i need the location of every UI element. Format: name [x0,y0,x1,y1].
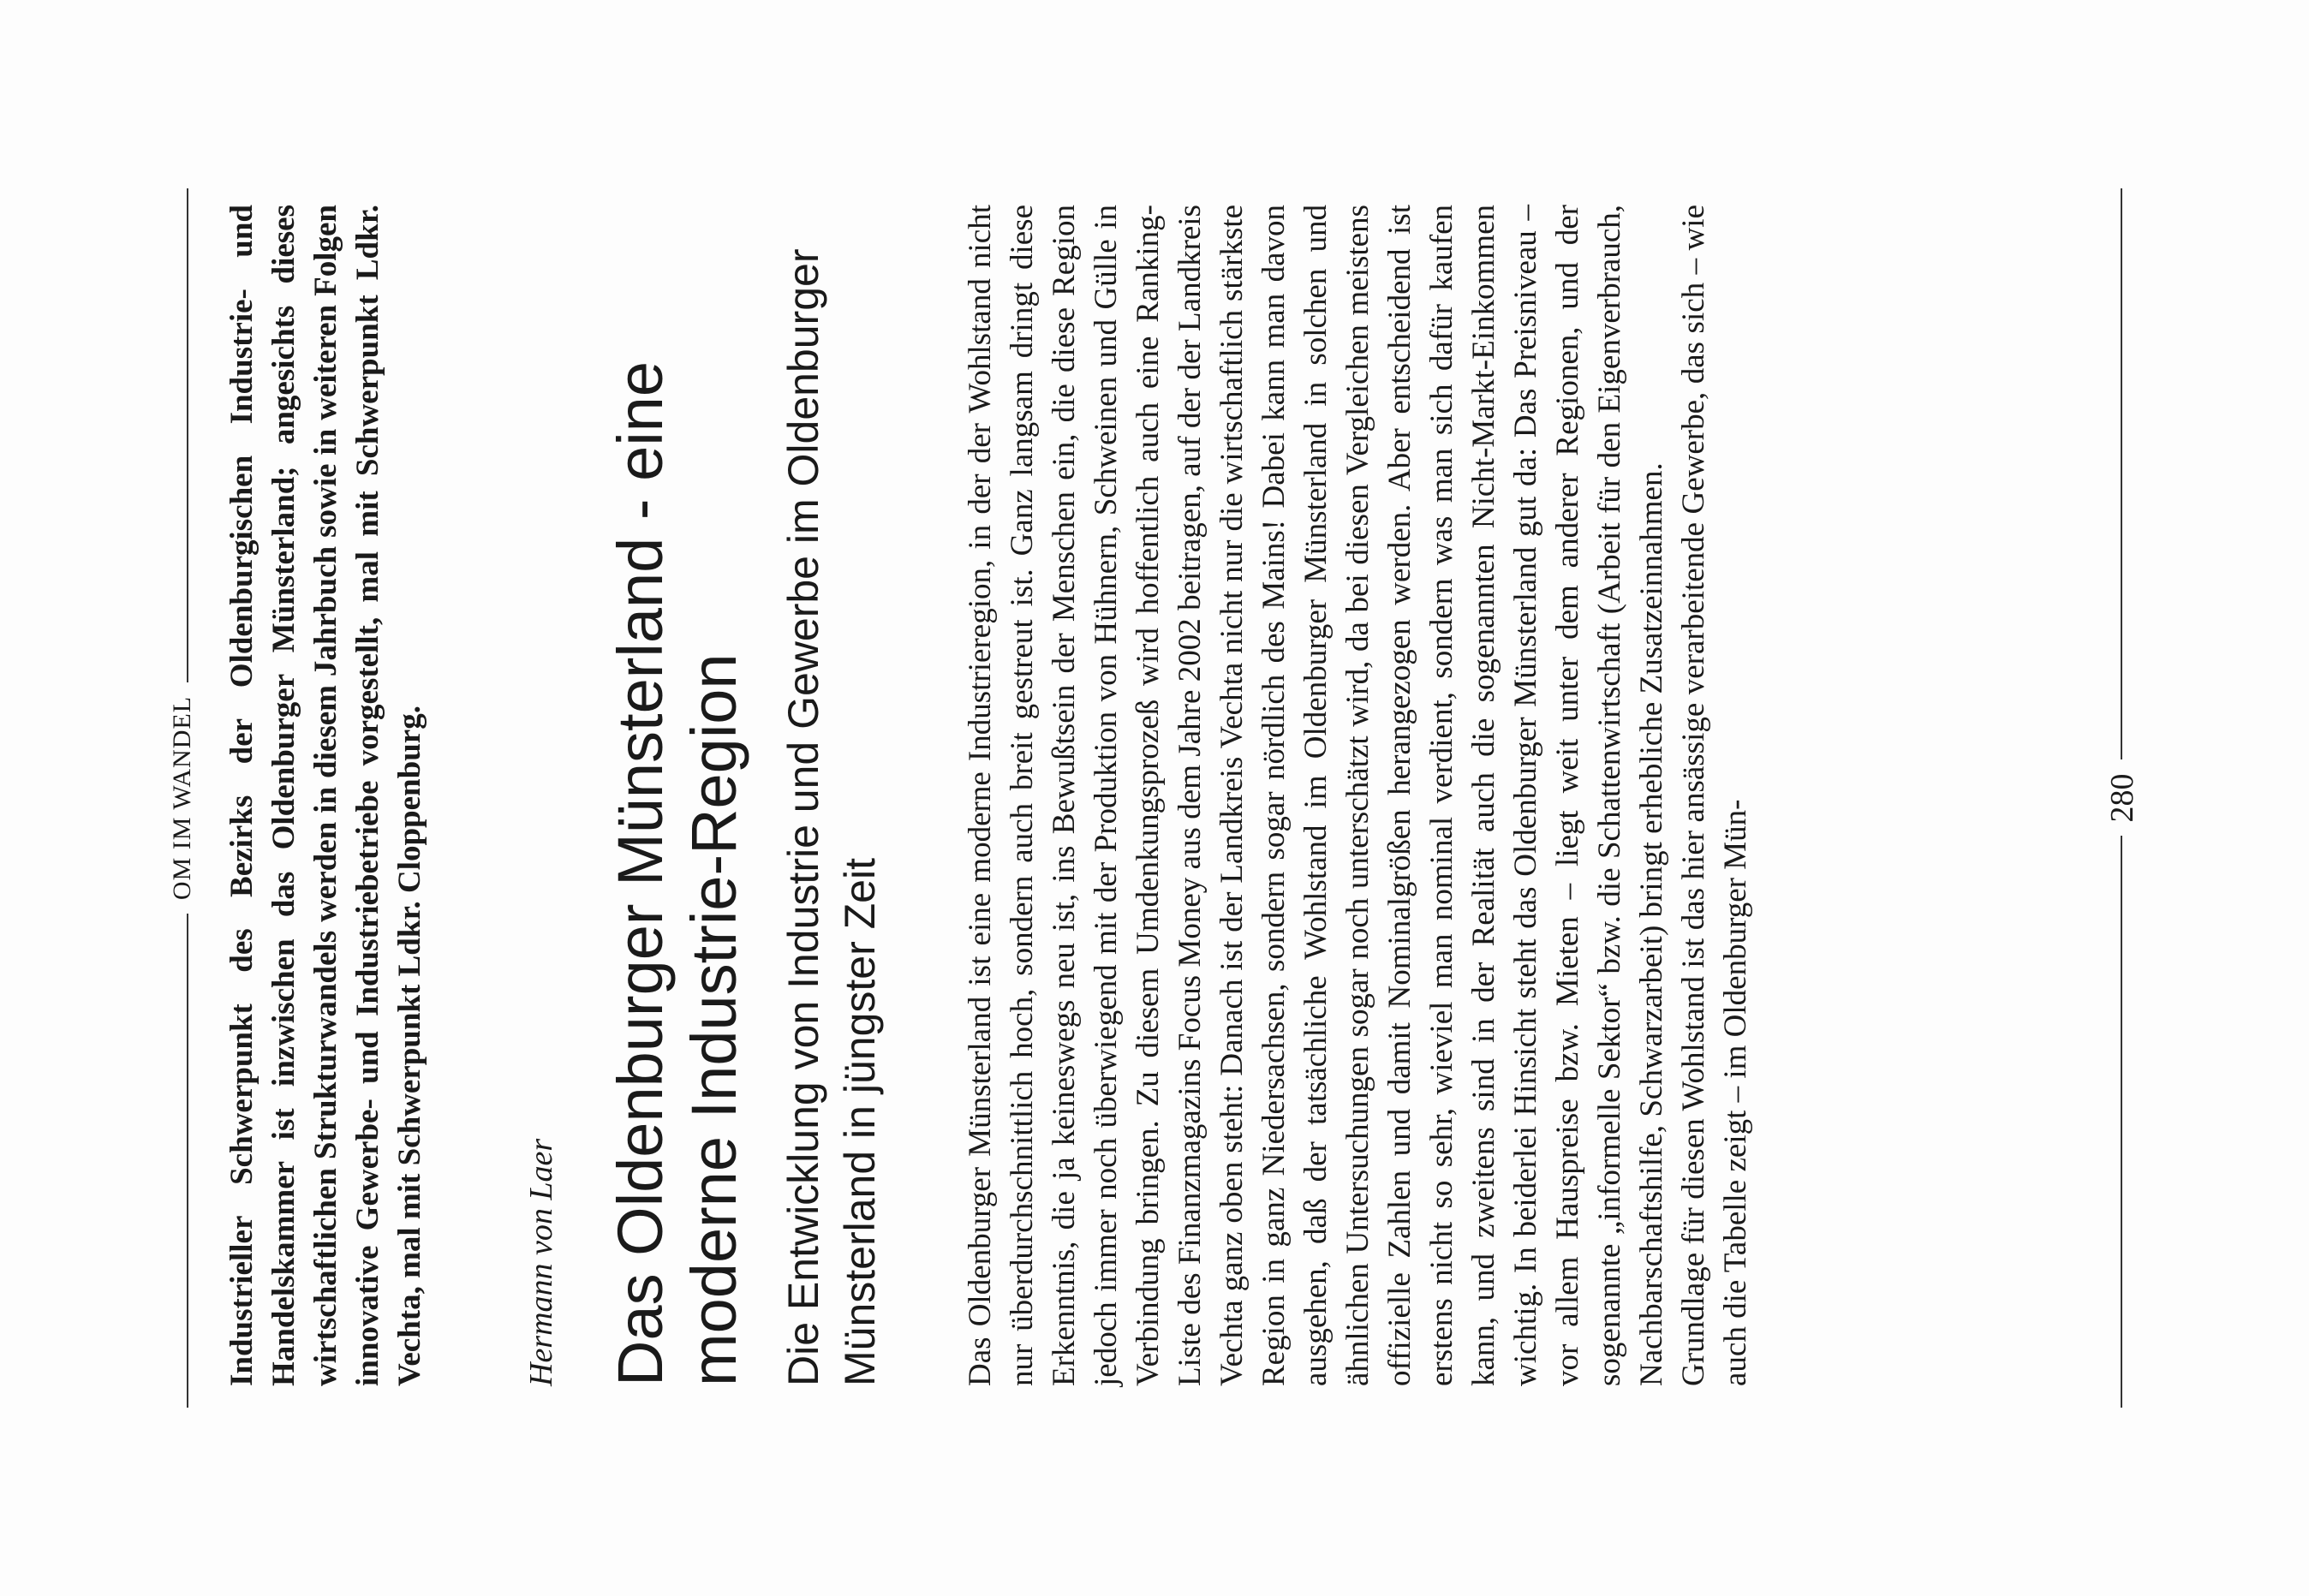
article-subtitle: Die Entwicklung von Industrie und Gewerbe im Oldenburger Münsterland in jüngster Zeit [779,248,884,1386]
author-name: Hermann von Laer [523,1138,559,1386]
body-paragraph-2: Grundlage für diesen Wohlstand ist das hier ansässige verarbeitende Gewerbe, das sich – wie auch die Tabelle zeigt – im Oldenburger Mün- [1676,205,1753,1386]
article-title: Das Oldenburger Münsterland - eine moderne Industrie-Region [605,361,749,1386]
running-head [168,0,197,1596]
page-number [2103,0,2141,1596]
body-paragraph-1: Das Oldenburger Münsterland ist eine moderne Industrieregion, in der der Wohlstand nicht nur überdurchschnittlich hoch, sondern auch breit gestreut ist. Ganz langsam dringt diese Erkenntnis, die ja keineswegs neu ist, ins Bewußtsein der Menschen ein, die diese Region jedoch immer noch überwiegend mit der Produktion von Hühnern, Schweinen und Gülle in Verbindung bringen. Zu diesem Umdenkungsprozeß wird hoffentlich auch eine Ranking-Liste des Finanzmagazins Focus Money aus dem Jahre 2002 beitragen, auf der der Landkreis Vechta ganz oben steht: Danach ist der Landkreis Vechta nicht nur die wirtschaftlich stärkste Region in ganz Niedersachsen, sondern sogar nördlich des Mains! Dabei kann man davon ausgehen, daß der tatsächliche Wohlstand im Oldenburger Münsterland in solchen und ähnlichen Untersuchungen sogar noch unterschätzt wird, da bei diesen Vergleichen meistens offizielle Zahlen und damit Nominalgrößen herangezogen werden. Aber entscheidend ist erstens nicht so sehr, wieviel man nominal verdient, sondern was man sich dafür kaufen kann, und zweitens sind in der Realität auch die sogenannten Nicht-Markt-Einkommen wichtig. In beiderlei Hinsicht steht das Oldenburger Münsterland gut da: Das Preisniveau – vor allem Hauspreise bzw. Mieten – liegt weit unter dem anderer Regionen, und der sogenannte „informelle Sektor“ bzw. die Schattenwirtschaft (Arbeit für den Eigenverbrauch, Nachbarschaftshilfe, Schwarzarbeit) bringt erhebliche Zusatzeinnahmen. [963,205,1669,1386]
intro-paragraph: Industrieller Schwerpunkt des Bezirks der Oldenburgischen Industrie- und Handelskammer ist inzwischen das Oldenburger Münsterland; angesichts dieses wirtschaftlichen Strukturwandels werden in diesem Jahrbuch sowie in weiteren Folgen innovative Gewerbe- und Industriebetriebe vorgestellt, mal mit Schwerpunkt Ldkr. Vechta, mal mit Schwerpunkt Ldkr. Cloppenburg. [224,205,427,1386]
running-head-text: OM IM WANDEL [168,682,196,914]
article-body [959,205,1757,1386]
page-number-text: 280 [2104,760,2140,837]
